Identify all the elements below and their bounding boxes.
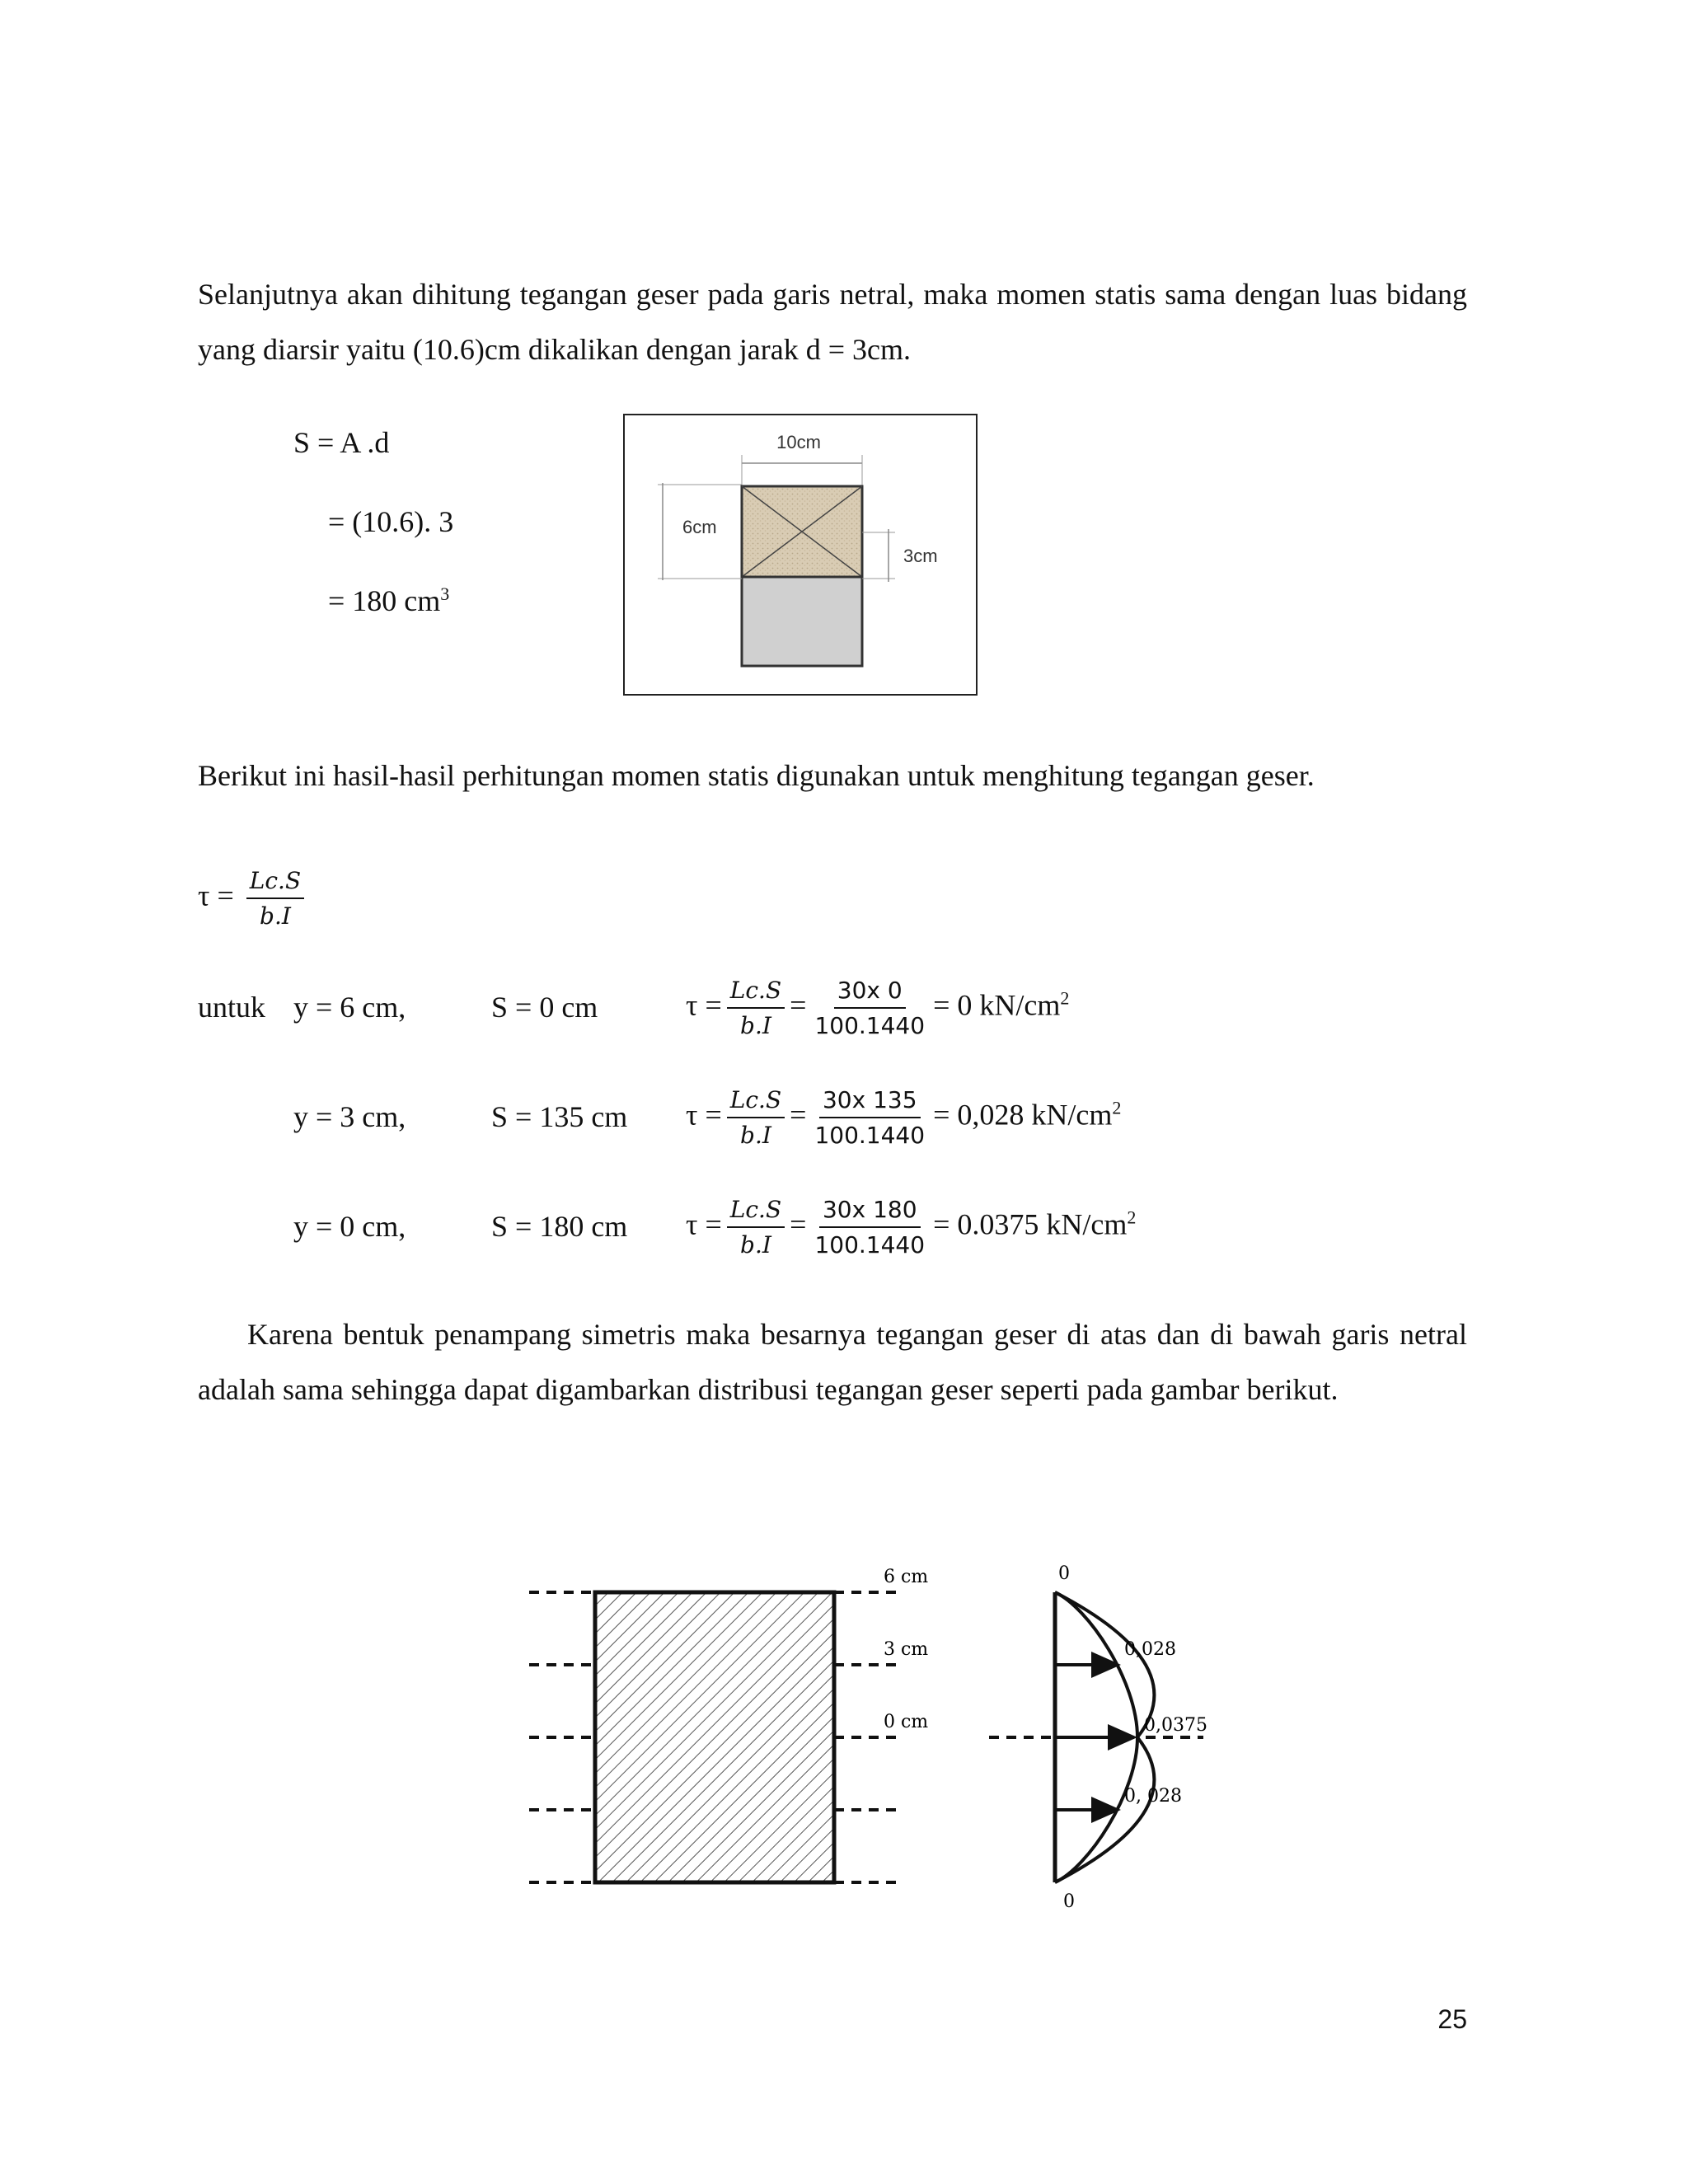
result-row: y = 3 cm, S = 135 cm τ = $\frac{Lc.S}{b.I}$ = $\frac{30x 135}{100.1440}$ = 0,028 $kN/cm^2$ [293,1086,1122,1149]
stress-label-max: 0,0375 [1144,1715,1207,1736]
stress-label-top: 0 [1058,1563,1070,1584]
unshaded-area [742,577,862,666]
cross-section-figure [623,414,978,696]
page-number: 25 [1437,2004,1467,2034]
width-label: 10cm [776,432,821,452]
general-formula: τ = $\frac{Lc.S}{b.I}$ [198,867,309,930]
shear-distribution-figure [511,1549,1236,1912]
hatched-section [595,1592,834,1882]
results-intro: Berikut ini hasil-hasil perhitungan momen statis digunakan untuk menghitung tegangan geser. [198,759,1315,792]
level-label-3cm: 3 cm [884,1639,929,1660]
level-label-6cm: 6 cm [884,1567,929,1587]
calc-line-3: = 180 $cm^3$ [328,583,450,617]
conclusion-paragraph: Karena bentuk penampang simetris maka besarnya tegangan geser di atas dan di bawah garis netral adalah sama sehingga dapat digambarkan distribusi tegangan geser seperti pada gambar berikut. [198,1318,1467,1406]
calc-line-2: = (10.6). 3 [328,505,454,538]
calc-line-1: S = A .d [293,426,390,459]
intro-paragraph: Selanjutnya akan dihitung tegangan geser pada garis netral, maka momen statis sama dengan luas bidang yang diarsir yaitu (10.6)cm dikalikan dengan jarak d = 3cm. [198,278,1467,366]
stress-label-upper: 0,028 [1124,1639,1176,1660]
result-row: untuk y = 6 cm, S = 0 cm τ = $\frac{Lc.S}{b.I}$ = $\frac{30x 0}{100.1440}$ = 0 $kN/cm^2$ [198,977,1070,1039]
level-label-0cm: 0 cm [884,1712,929,1732]
distance-label: 3cm [903,546,938,566]
height-label: 6cm [682,517,717,537]
stress-label-bottom: 0 [1063,1891,1075,1912]
result-row: y = 0 cm, S = 180 cm τ = $\frac{Lc.S}{b.I}$ = $\frac{30x 180}{100.1440}$ = 0.0375 $kN/cm^2$ [293,1196,1137,1258]
stress-label-lower: 0, 028 [1124,1786,1182,1807]
